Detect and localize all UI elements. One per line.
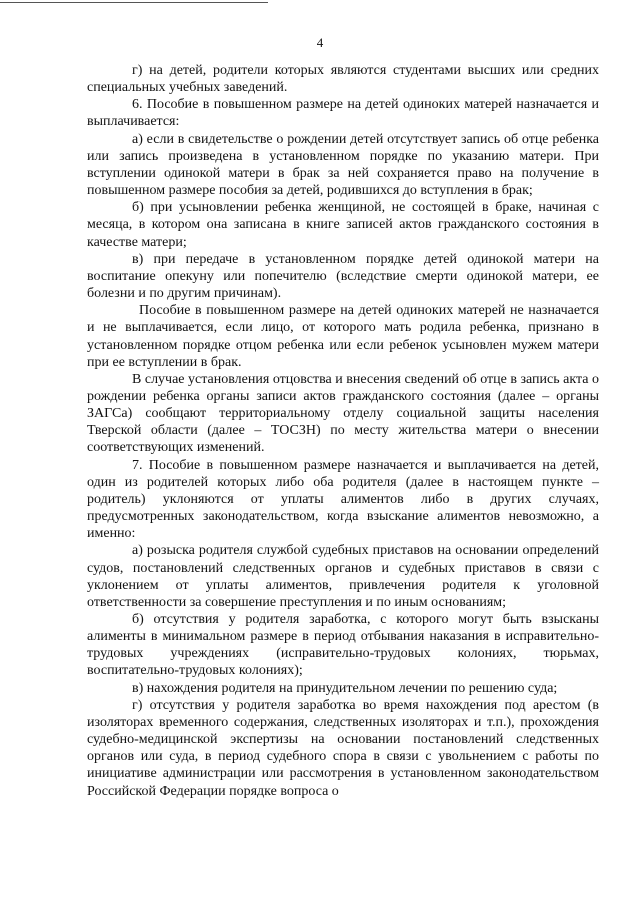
paragraph-7v: в) нахождения родителя на принудительном лечении по решению суда; [132, 680, 558, 696]
paragraph-6a: а) если в свидетельстве о рождении детей отсутствует запись об отце ребенка или запись произведена в установленном порядке по указанию матери. При вступлении одинокой матери в брак за ней сохраняется право на получение в повышенном размере пособия за детей, родившихся до вступления в брак; [87, 131, 599, 199]
paragraph-item-g-students: г) на детей, родители которых являются студентами высших или средних специальных учебных заведений. [87, 63, 599, 96]
scan-edge-line [0, 2, 268, 3]
paragraph-6v: в) при передаче в установленном порядке детей одинокой матери на воспитание опекуну или попечителю (вследствие смерти одинокой матери, ее болезни и по другим причинам). [87, 251, 599, 302]
paragraph-7b: б) отсутствия у родителя заработка, с которого могут быть взысканы алименты в минимальном размере в период отбывания наказания в исправительно-трудовых учреждениях (исправительно-трудовых колониях, тюрьмах, воспитательно-трудовых колониях); [87, 612, 599, 679]
paragraph-6b: б) при усыновлении ребенка женщиной, не состоящей в браке, начиная с месяца, в котором она записана в книге записей актов гражданского состояния в качестве матери; [87, 200, 599, 250]
paragraph-6-not-assigned: Пособие в повышенном размере на детей одиноких матерей не назначается и не выплачивается, если лицо, от которого мать родила ребенка, признано в установленном порядке отцом ребенка или если ребенок усыновлен мужем матери при ее вступлении в брак. [87, 303, 599, 370]
page-number: 4 [316, 35, 324, 50]
paragraph-6-paternity: В случае установления отцовства и внесения сведений об отце в запись акта о рождении ребенка органы записи актов гражданского состояния (далее – органы ЗАГСа) сообщают территориальному отделу социальной защиты населения Тверской области (далее – ТОСЗН) по месту жительства матери о внесении соответствующих изменений. [87, 371, 599, 456]
paragraph-7g: г) отсутствия у родителя заработка во время нахождения под арестом (в изоляторах временного содержания, следственных изоляторах и т.п.), прохождения судебно-медицинской экспертизы на основании постановлений следственных органов или суда, в период судебного спора в связи с увольнением с работы по инициативе администрации или рассмотрения в установленном законодательством Российской Федерации порядке вопроса о [87, 697, 599, 799]
paragraph-7-heading: 7. Пособие в повышенном размере назначается и выплачивается на детей, один из родителей которых либо оба родителя (далее в настоящем пункте – родитель) уклоняются от уплаты алиментов либо в других случаях, предусмотренных законодательством, когда взыскание алиментов невозможно, а именно: [87, 457, 599, 542]
paragraph-7a: а) розыска родителя службой судебных приставов на основании определений судов, постановлений следственных органов и судебных приставов в связи с уклонением от уплаты алиментов, привлечения родителя к уголовной ответственности за совершение преступления и по иным основаниям; [87, 543, 599, 610]
paragraph-6-heading: 6. Пособие в повышенном размере на детей одиноких матерей назначается и выплачивается: [87, 97, 599, 130]
document-body [87, 62, 599, 800]
